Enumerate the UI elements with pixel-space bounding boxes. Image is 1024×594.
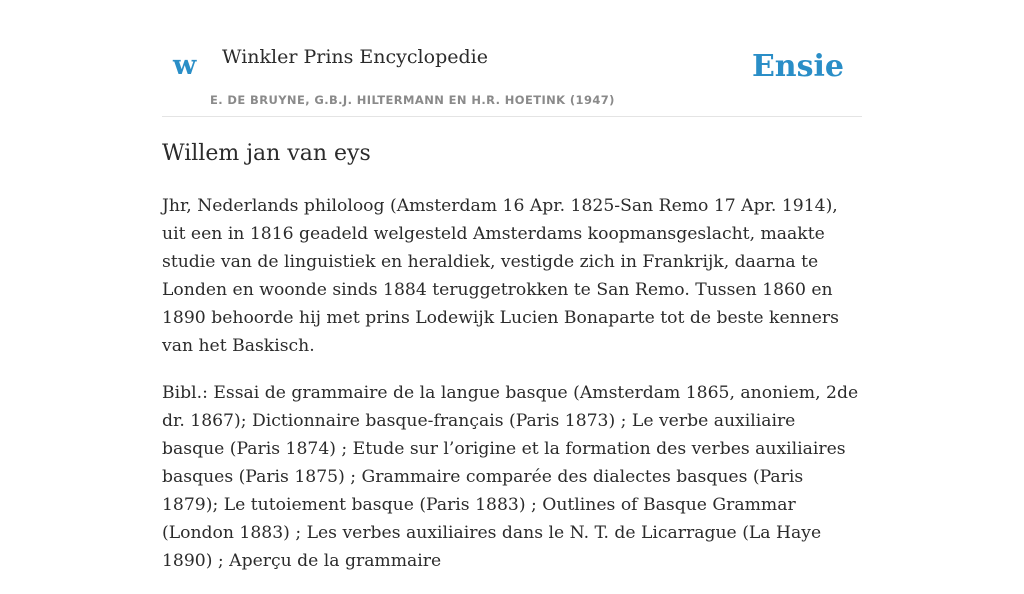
- article-paragraph: Bibl.: Essai de grammaire de la langue basque (Amsterdam 1865, anoniem, 2de dr. 1867); Dictionnaire basque-français (Paris 1873) ; Le verbe auxiliaire basque (Paris 1874) ; Etude sur l’origine et la formation des verbes auxiliaires basques (Paris 1875) ; Grammaire comparée des dialectes basques (Paris 1879); Le tutoiement basque (Paris 1883) ; Outlines of Basque Grammar (London 1883) ; Les verbes auxiliaires dans le N. T. de Licarrague (La Haye 1890) ; Aperçu de la grammaire: [162, 383, 859, 571]
- site-header: [162, 0, 862, 117]
- article-title: Willem jan van eys: [162, 141, 371, 166]
- site-logo[interactable]: w: [173, 50, 197, 81]
- page: [162, 0, 862, 571]
- authors-line: E. DE BRUYNE, G.B.J. HILTERMANN EN H.R. HOETINK (1947): [210, 93, 615, 107]
- article-body: [162, 192, 862, 594]
- site-title[interactable]: Winkler Prins Encyclopedie: [222, 46, 488, 68]
- brand-logo[interactable]: Ensie: [751, 49, 844, 84]
- article-paragraph: Jhr, Nederlands philoloog (Amsterdam 16 Apr. 1825-San Remo 17 Apr. 1914), uit een in 1816 geadeld welgesteld Amsterdams koopmansgeslacht, maakte studie van de linguistiek en heraldiek, vestigde zich in Frankrijk, daarna te Londen en woonde sinds 1884 teruggetrokken te San Remo. Tussen 1860 en 1890 behoorde hij met prins Lodewijk Lucien Bonaparte tot de beste kenners van het Baskisch.: [162, 196, 839, 356]
